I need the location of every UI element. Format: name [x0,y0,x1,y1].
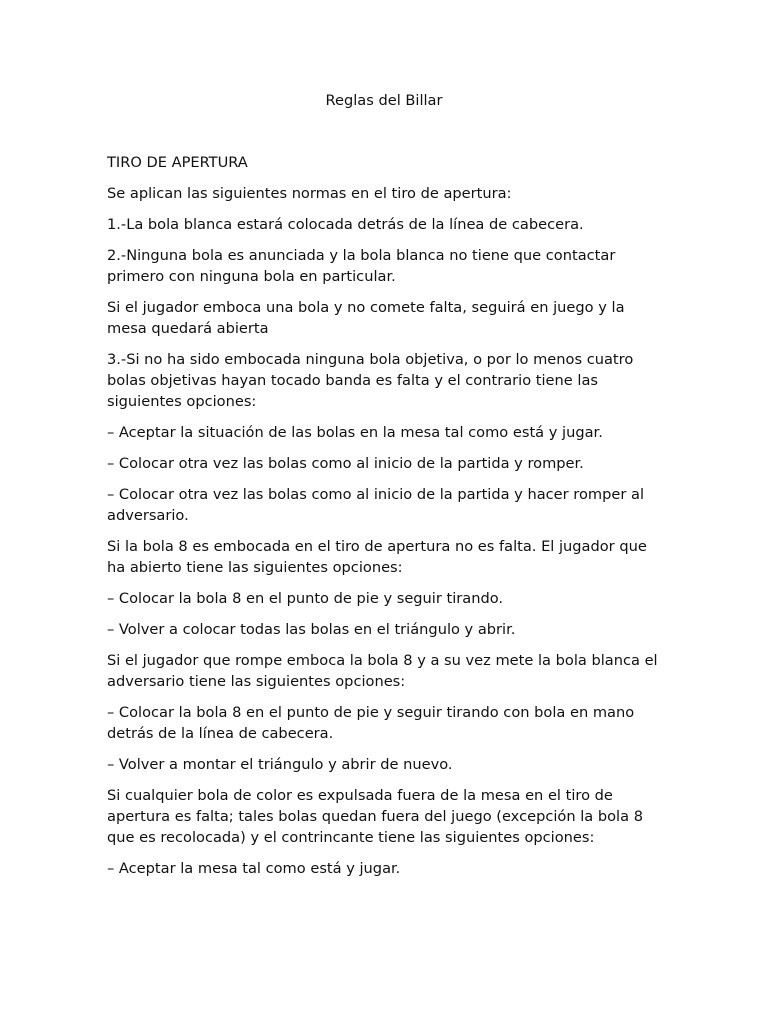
paragraph: Si el jugador que rompe emboca la bola 8 y a su vez mete la bola blanca el adversario tiene las siguientes opciones: [107,652,658,690]
rule-item: 2.-Ninguna bola es anunciada y la bola blanca no tiene que contactar primero con ninguna bola en particular. [107,247,616,285]
document-body [107,152,667,889]
paragraph: Se aplican las siguientes normas en el tiro de apertura: [107,185,512,202]
option-item: – Colocar otra vez las bolas como al inicio de la partida y romper. [107,455,584,472]
paragraph: Si la bola 8 es embocada en el tiro de apertura no es falta. El jugador que ha abierto tiene las siguientes opciones: [107,538,647,576]
option-item: – Volver a colocar todas las bolas en el triángulo y abrir. [107,621,516,638]
paragraph: Si el jugador emboca una bola y no comete falta, seguirá en juego y la mesa quedará abierta [107,299,625,337]
option-item: – Volver a montar el triángulo y abrir de nuevo. [107,756,453,773]
option-item: – Aceptar la mesa tal como está y jugar. [107,860,401,877]
option-item: – Colocar la bola 8 en el punto de pie y seguir tirando con bola en mano detrás de la línea de cabecera. [107,704,635,742]
rule-item: 3.-Si no ha sido embocada ninguna bola objetiva, o por lo menos cuatro bolas objetivas hayan tocado banda es falta y el contrario tiene las siguientes opciones: [107,351,634,410]
paragraph: Si cualquier bola de color es expulsada fuera de la mesa en el tiro de apertura es falta; tales bolas quedan fuera del juego (excepción la bola 8 que es recolocada) y el contrincante tiene las siguientes opciones: [107,787,643,846]
document-title: Reglas del Billar [325,92,443,109]
option-item: – Aceptar la situación de las bolas en la mesa tal como está y jugar. [107,424,603,441]
section-heading: TIRO DE APERTURA [107,154,248,171]
rule-item: 1.-La bola blanca estará colocada detrás de la línea de cabecera. [107,216,584,233]
option-item: – Colocar la bola 8 en el punto de pie y seguir tirando. [107,590,504,607]
option-item: – Colocar otra vez las bolas como al inicio de la partida y hacer romper al adversario. [107,486,644,524]
